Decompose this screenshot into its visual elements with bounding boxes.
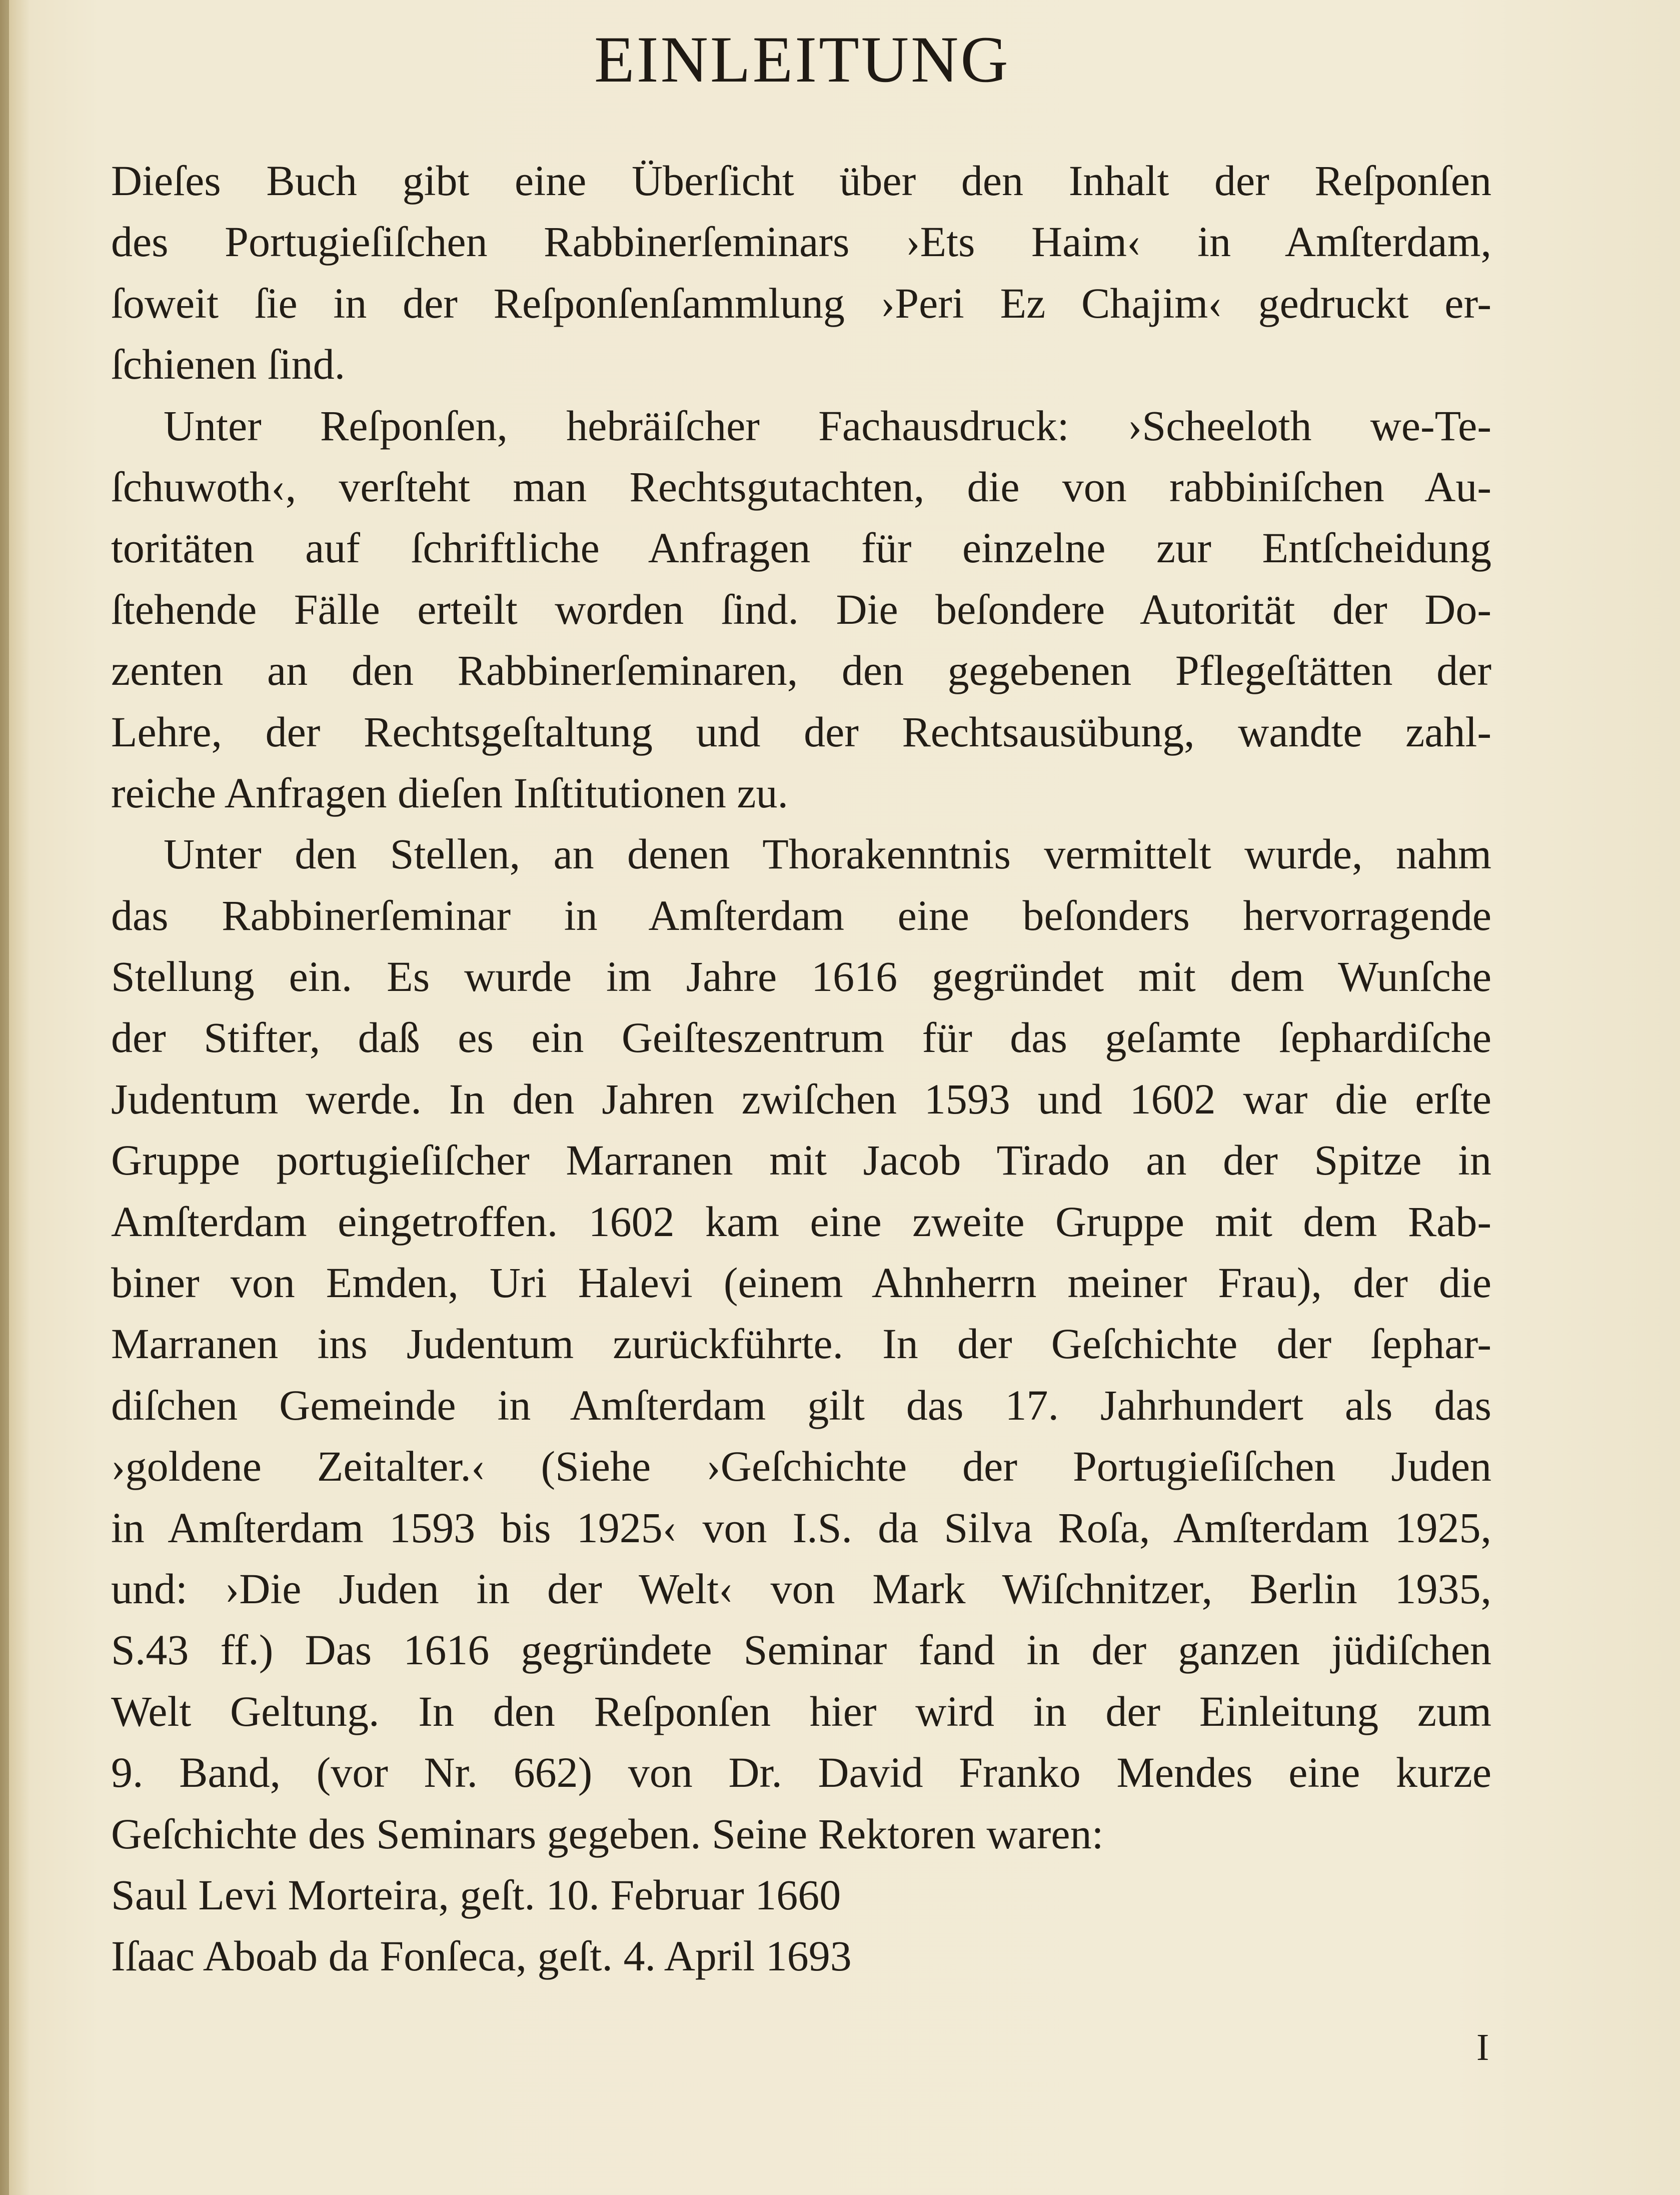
book-spine-shadow bbox=[0, 0, 9, 2195]
text-line: ſtehende Fälle erteilt worden ſind. Die beſondere Autorität der Do- bbox=[111, 585, 1491, 633]
text-line: biner von Emden, Uri Halevi (einem Ahnherrn meiner Frau), der die bbox=[111, 1259, 1491, 1307]
text-line: in Amſterdam 1593 bis 1925‹ von I.S. da Silva Roſa, Amſterdam 1925, bbox=[111, 1503, 1491, 1552]
text-line: des Portugieſiſchen Rabbinerſeminars ›Ets Haim‹ in Amſterdam, bbox=[111, 218, 1491, 266]
text-line: ›goldene Zeitalter.‹ (Siehe ›Geſchichte der Portugieſiſchen Juden bbox=[111, 1442, 1491, 1491]
text-line: der Stifter, daß es ein Geiſteszentrum für das geſamte ſephardiſche bbox=[111, 1013, 1491, 1062]
page-number: I bbox=[1476, 2026, 1489, 2068]
rector-line: Iſaac Aboab da Fonſeca, geſt. 4. April 1693 bbox=[111, 1932, 852, 1980]
text-line: reiche Anfragen dieſen Inſtitutionen zu. bbox=[111, 768, 788, 817]
text-line: Dieſes Buch gibt eine Überſicht über den Inhalt der Reſponſen bbox=[111, 157, 1491, 205]
text-line: 9. Band, (vor Nr. 662) von Dr. David Franko Mendes eine kurze bbox=[111, 1748, 1491, 1797]
text-line: Unter den Stellen, an denen Thorakenntnis vermittelt wurde, nahm bbox=[164, 830, 1491, 878]
text-line: das Rabbinerſeminar in Amſterdam eine beſonders hervorragende bbox=[111, 891, 1491, 939]
text-line: Lehre, der Rechtsgeſtaltung und der Rechtsausübung, wandte zahl- bbox=[111, 707, 1491, 756]
text-line: Unter Reſponſen, hebräiſcher Fachausdruck: ›Scheeloth we-Te- bbox=[164, 401, 1491, 450]
text-line: ſchuwoth‹, verſteht man Rechtsgutachten, die von rabbiniſchen Au- bbox=[111, 462, 1491, 511]
text-line: zenten an den Rabbinerſeminaren, den gegebenen Pflegeſtätten der bbox=[111, 646, 1491, 695]
text-line: S.43 ff.) Das 1616 gegründete Seminar fand in der ganzen jüdiſchen bbox=[111, 1626, 1491, 1674]
text-line: Gruppe portugieſiſcher Marranen mit Jacob Tirado an der Spitze in bbox=[111, 1136, 1491, 1185]
rector-line: Saul Levi Morteira, geſt. 10. Februar 1660 bbox=[111, 1870, 841, 1919]
chapter-title: EINLEITUNG bbox=[594, 23, 1010, 96]
text-line: und: ›Die Juden in der Welt‹ von Mark Wiſchnitzer, Berlin 1935, bbox=[111, 1564, 1491, 1613]
text-line: Stellung ein. Es wurde im Jahre 1616 gegründet mit dem Wunſche bbox=[111, 952, 1491, 1001]
text-line: Geſchichte des Seminars gegeben. Seine Rektoren waren: bbox=[111, 1809, 1104, 1858]
text-line: Marranen ins Judentum zurückführte. In der Geſchichte der ſephar- bbox=[111, 1320, 1491, 1368]
text-line: toritäten auf ſchriftliche Anfragen für einzelne zur Entſcheidung bbox=[111, 524, 1491, 572]
text-line: Welt Geltung. In den Reſponſen hier wird in der Einleitung zum bbox=[111, 1687, 1491, 1735]
text-line: Amſterdam eingetroffen. 1602 kam eine zweite Gruppe mit dem Rab- bbox=[111, 1197, 1491, 1246]
text-line: ſoweit ſie in der Reſponſenſammlung ›Peri Ez Chajim‹ gedruckt er- bbox=[111, 279, 1491, 327]
text-line: Judentum werde. In den Jahren zwiſchen 1593 und 1602 war die erſte bbox=[111, 1074, 1491, 1123]
text-line: ſchienen ſind. bbox=[111, 340, 346, 389]
text-line: diſchen Gemeinde in Amſterdam gilt das 17. Jahrhundert als das bbox=[111, 1381, 1491, 1429]
body-text bbox=[111, 150, 1491, 1987]
